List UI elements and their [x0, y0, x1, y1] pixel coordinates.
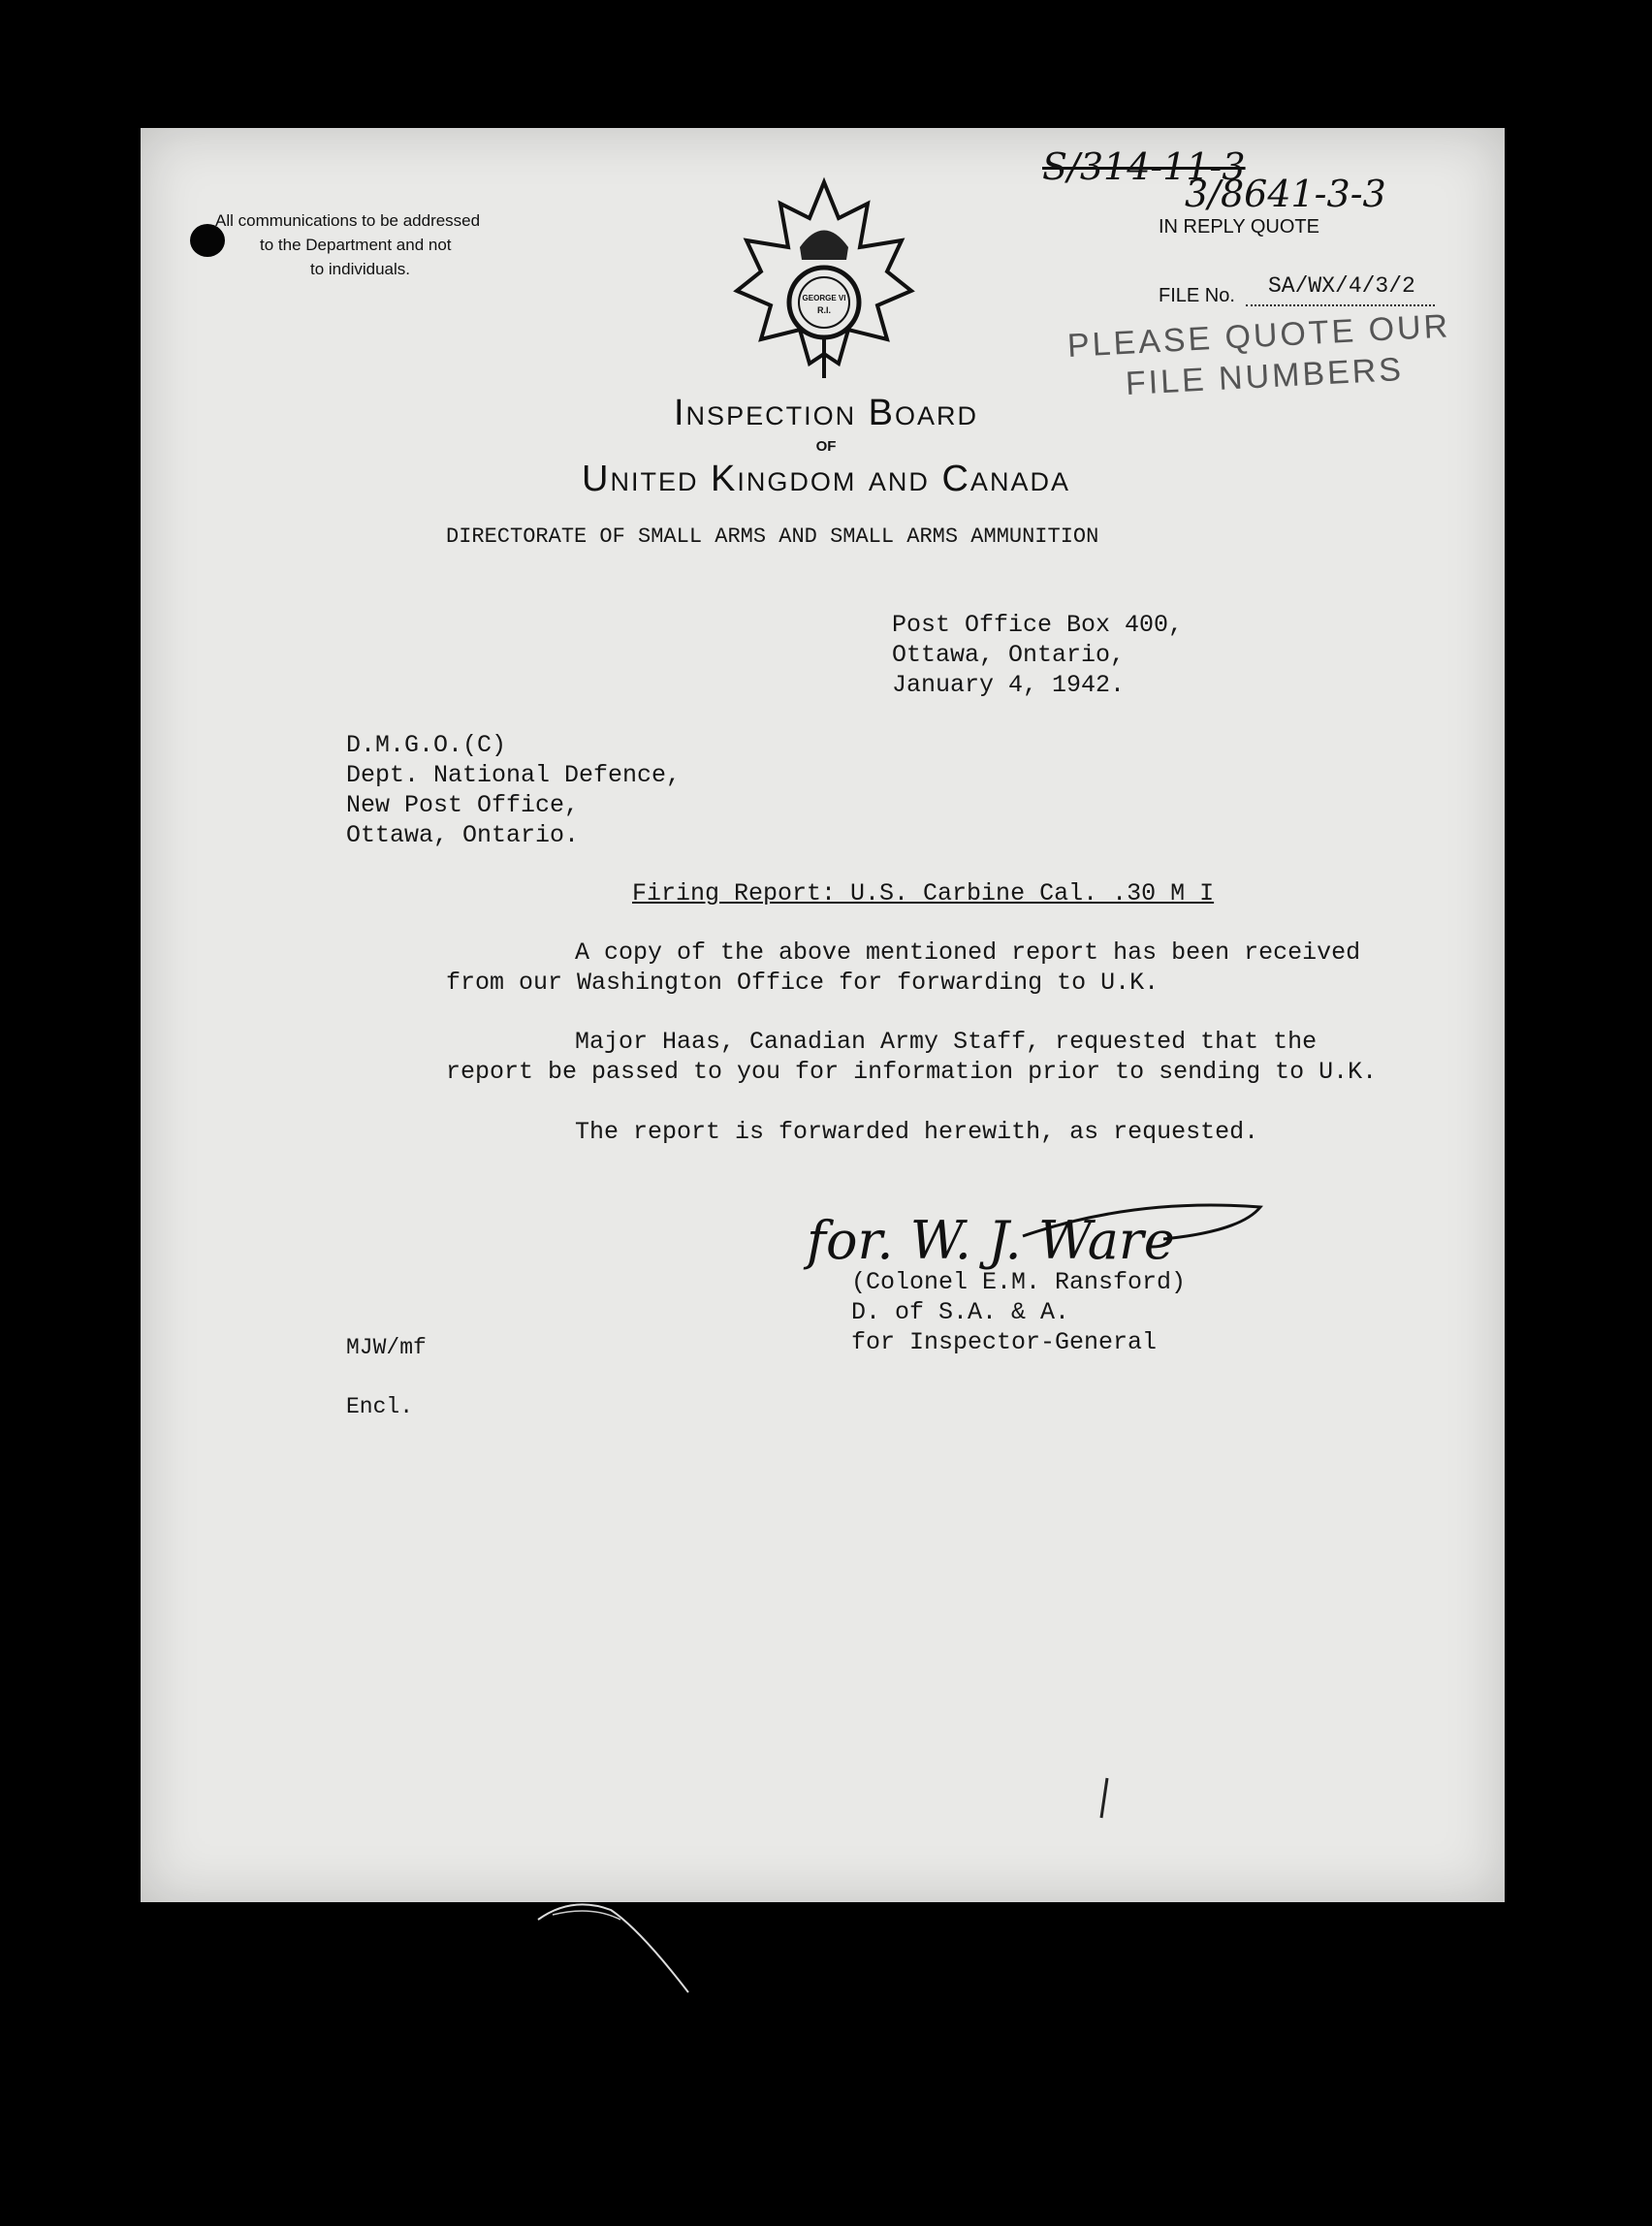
file-no-label: FILE No.: [1159, 285, 1235, 306]
crossed-out-reference: S/314-11-3: [1042, 145, 1246, 188]
file-no-underline: [1246, 304, 1435, 306]
binding-thread-icon: [533, 1891, 698, 1997]
body-paragraph-1-line-1: A copy of the above mentioned report has been received: [575, 938, 1361, 967]
body-paragraph-3: The report is forwarded herewith, as requested.: [575, 1118, 1259, 1146]
recipient-line-3: New Post Office,: [346, 791, 580, 819]
notice-line-1: All communications to be addressed: [215, 211, 481, 230]
recipient-line-1: D.M.G.O.(C): [346, 731, 507, 759]
directorate-line: DIRECTORATE OF SMALL ARMS AND SMALL ARMS AMMUNITION: [446, 525, 1099, 549]
recipient-line-4: Ottawa, Ontario.: [346, 821, 580, 849]
body-paragraph-2-line-1: Major Haas, Canadian Army Staff, requested that the: [575, 1028, 1318, 1056]
recipient-line-2: Dept. National Defence,: [346, 761, 682, 789]
file-no-value: SA/WX/4/3/2: [1268, 273, 1415, 299]
signatory-name: (Colonel E.M. Ransford): [851, 1268, 1187, 1296]
org-name-line-1: Inspection Board: [674, 393, 978, 433]
stray-pen-mark-icon: [1094, 1774, 1113, 1823]
signature-flourish-icon: [1018, 1192, 1270, 1260]
crest-text-bottom: R.I.: [816, 305, 832, 315]
handwritten-reference: 3/8641-3-3: [1185, 173, 1386, 215]
in-reply-quote-label: IN REPLY QUOTE: [1159, 216, 1319, 238]
typist-initials: MJW/mf: [346, 1335, 427, 1360]
org-name-line-2: United Kingdom and Canada: [582, 459, 1070, 499]
maple-leaf-crest-icon: [732, 175, 916, 383]
handwritten-signature: for. W. J. Ware: [807, 1210, 1175, 1271]
body-paragraph-2-line-2: report be passed to you for information prior to sending to U.K.: [446, 1058, 1378, 1086]
signatory-on-behalf: for Inspector-General: [851, 1328, 1158, 1356]
notice-line-2: to the Department and not: [260, 236, 452, 254]
sender-address-line-1: Post Office Box 400,: [892, 611, 1184, 639]
letter-date: January 4, 1942.: [892, 671, 1126, 699]
org-name-of: OF: [815, 438, 837, 455]
sender-address-line-2: Ottawa, Ontario,: [892, 641, 1126, 669]
signatory-title: D. of S.A. & A.: [851, 1298, 1070, 1326]
subject-line: Firing Report: U.S. Carbine Cal. .30 M I: [632, 879, 1215, 907]
crest-text-top: GEORGE VI: [802, 294, 846, 302]
quote-stamp-line-2: FILE NUMBERS: [1125, 350, 1405, 402]
enclosure-note: Encl.: [346, 1394, 414, 1419]
notice-line-3: to individuals.: [310, 260, 411, 278]
body-paragraph-1-line-2: from our Washington Office for forwarding to U.K.: [446, 969, 1160, 997]
quote-stamp-line-1: PLEASE QUOTE OUR: [1066, 307, 1452, 365]
